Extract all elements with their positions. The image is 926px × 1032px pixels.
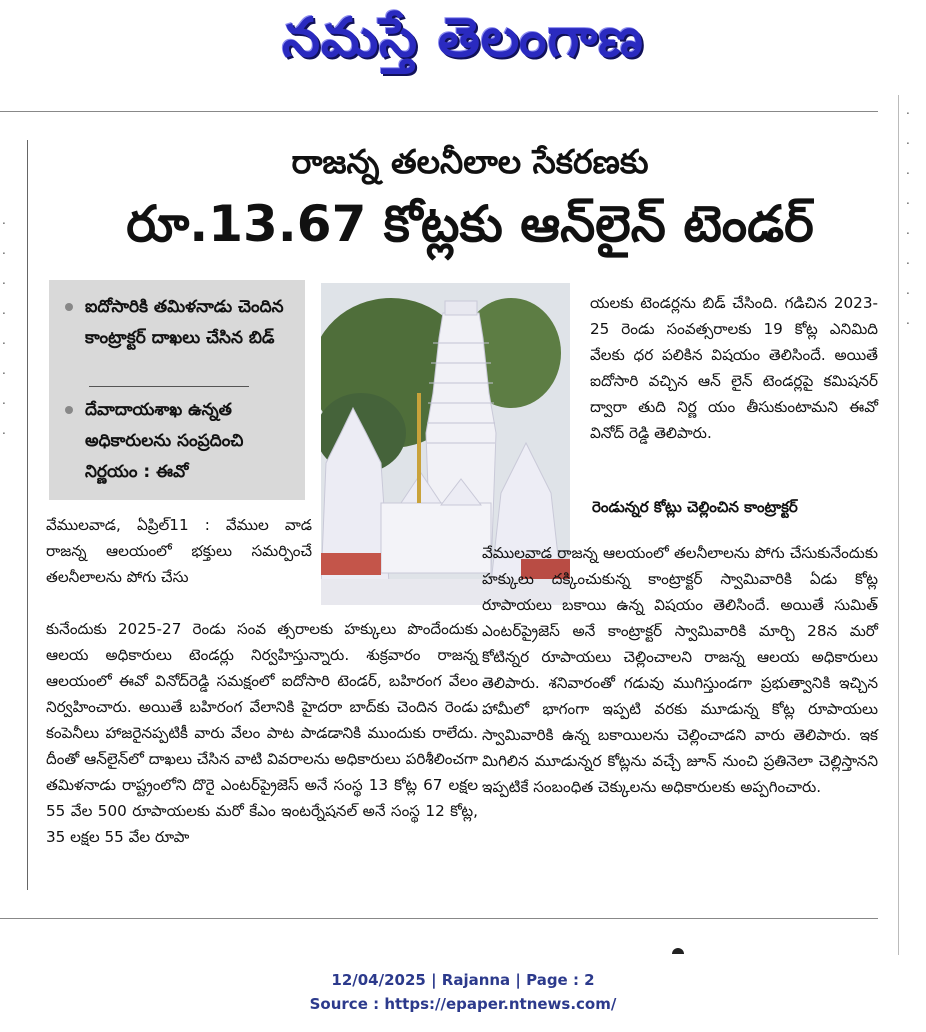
- bullet-icon: [65, 303, 73, 311]
- paragraph-text: వేములవాడ, ఏప్రిల్11 : వేముల వాడ రాజన్న ఆలయంలో భక్తులు సమర్పించే తలనీలాలను పోగు చేసు: [46, 516, 312, 586]
- article-paragraph-main: [46, 616, 478, 850]
- article-headline: రూ.13.67 కోట్లకు ఆన్‌లైన్ టెండర్: [126, 195, 814, 253]
- top-rule: [0, 111, 878, 112]
- bottom-rule: [0, 918, 878, 919]
- left-column-rule: [27, 140, 28, 890]
- highlight-text: దేవాదాయశాఖ ఉన్నత అధికారులను సంప్రదించి నిర్ణయం : ఈవో: [85, 400, 244, 482]
- bullet-icon: [65, 406, 73, 414]
- highlight-item: [59, 292, 291, 354]
- highlight-divider: [89, 386, 249, 387]
- newspaper-logo: నమస్తే తెలంగాణ: [282, 6, 644, 69]
- page-footer: [0, 968, 926, 1016]
- article-paragraph-continued: [590, 290, 878, 446]
- paragraph-text: యలకు టెండర్లను బిడ్ చేసింది. గడిచిన 2023-25 రెండు సంవత్సరాలకు 19 కోట్ల ఎనిమిది వేలకు ధర పలికిన విషయం తెలిసిందే. అయితే ఐదోసారి వచ్చిన ఆన్ లైన్ టెండర్లపై కమిషనర్ ద్వారా తుది నిర్ణ యం తీసుకుంటామని ఈవో వినోద్ రెడ్డి తెలిపారు.: [590, 294, 878, 442]
- paragraph-text: కునేందుకు 2025-27 రెండు సంవ త్సరాలకు హక్కులు పొందేందుకు ఆలయ అధికారులు టెండర్లు నిర్వహిస్తున్నారు. శుక్రవారం రాజన్న ఆలయంలో ఈవో వినోద్‌రెడ్డి సమక్షంలో ఐదోసారి టెండర్, బహిరంగ వేలం నిర్వహించారు. అయితే బహిరంగ వేలానికి హైదరా బాద్‌కు చెందిన రెండు కంపెనీలు హాజరైనప్పటికీ వారు వేలం పాట పాడడానికి ముందుకు రాలేదు. దీంతో ఆన్‌లైన్‌లో దాఖలు చేసిన వాటి వివరాలను అధికారులు పరిశీలించగా తమిళనాడు రాష్ట్రంలోని దొరై ఎంటర్‌ప్రైజెస్ అనే సంస్థ 13 కోట్ల 67 లక్షల 55 వేల 500 రూపాయలకు మరో కేఎం ఇంటర్నేషనల్ అనే సంస్థ 12 కోట్ల, 35 లక్షల 55 వేల రూపా: [46, 620, 478, 846]
- next-article-fragment: [672, 948, 684, 954]
- paragraph-text: వేములవాడ రాజన్న ఆలయంలో తలనీలాలను పోగు చేసుకునేందుకు హక్కులు దక్కించుకున్న కాంట్రాక్టర్ స్వామివారికి ఏడు కోట్ల రూపాయలు బకాయి ఉన్న విషయం తెలిసిందే. అయితే సుమిత్ ఎంటర్‌ప్రైజెస్ అనే కాంట్రాక్టర్ స్వామివారికి మార్చి 28న మరో కోటిన్నర రూపాయలు చెల్లించాలని రాజన్న ఆలయ అధికారులు తెలిపారు. శనివారంతో గడువు ముగిస్తుండగా ప్రభుత్వానికి ఇచ్చిన హామీలో భాగంగా ఇప్పటి వరకు మూడున్న కోట్ల రూపాయలు స్వామివారికి ఉన్న బకాయిలను చెల్లించాడని వారు తెలిపారు. ఇక మిగిలిన మూడున్నర కోట్లను వచ్చే జూన్ నుంచి ప్రతినెలా చెల్లిస్తానని ఇప్పటికే సంబంధిత చెక్కులను అధికారులకు అప్పగించారు.: [482, 544, 878, 796]
- article-subhead: రెండున్నర కోట్లు చెల్లించిన కాంట్రాక్టర్: [592, 498, 798, 516]
- highlight-item: [59, 395, 291, 488]
- footer-date-page: 12/04/2025 | Rajanna | Page : 2: [331, 971, 595, 989]
- highlights-box: [49, 280, 305, 500]
- footer-source: Source : https://epaper.ntnews.com/: [309, 995, 617, 1013]
- masthead: [0, 0, 926, 80]
- article-paragraph-intro: [46, 512, 312, 590]
- article-paragraph-contractor: [482, 540, 878, 800]
- left-edge-fragments: . . . . . . . .: [2, 213, 6, 437]
- article-subheadline: రాజన్న తలనీలాల సేకరణకు: [291, 142, 649, 181]
- highlight-text: ఐదోసారికి తమిళనాడు చెందిన కాంట్రాక్టర్ దాఖలు చేసిన బిడ్: [85, 297, 284, 348]
- right-edge-fragments: . . . . . . . .: [906, 103, 910, 327]
